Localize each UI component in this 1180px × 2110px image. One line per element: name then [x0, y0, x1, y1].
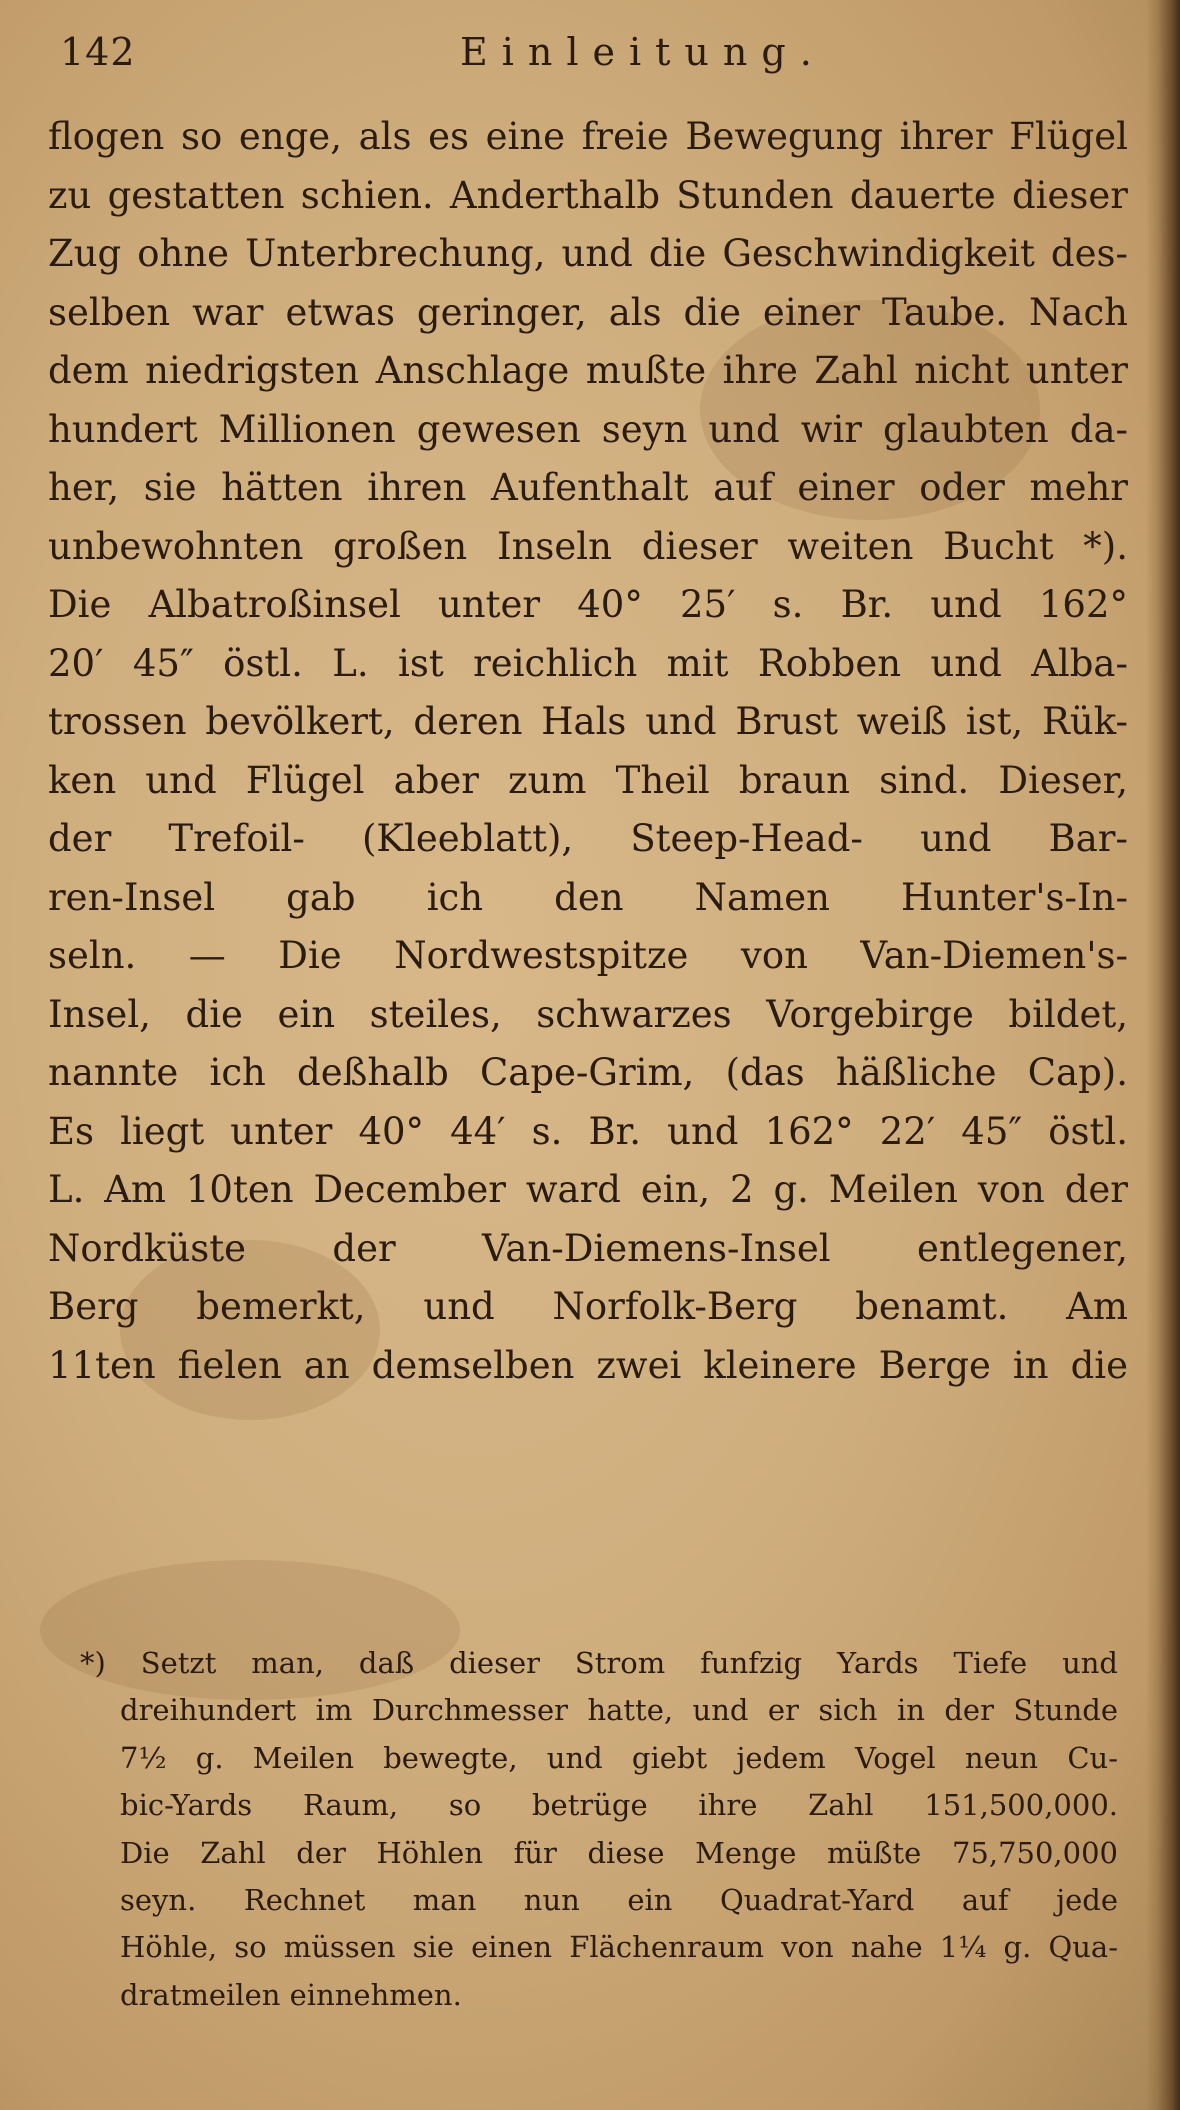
page-number: 142 [60, 30, 136, 74]
text-line: Berg bemerkt, und Norfolk-Berg benamt. Am [48, 1285, 1128, 1328]
text-line: Die Albatroßinsel unter 40° 25′ s. Br. und 162° [48, 583, 1128, 626]
footnote-line: bic-Yards Raum, so betrüge ihre Zahl 151,500,000. [120, 1788, 1118, 1823]
footnote-line: dratmeilen einnehmen. [120, 1977, 462, 2012]
text-line: dem niedrigsten Anschlage mußte ihre Zahl nicht unter [48, 349, 1128, 392]
text-line: her, sie hätten ihren Aufenthalt auf einer oder mehr [48, 466, 1128, 509]
text-line: der Trefoil- (Kleeblatt), Steep-Head- und Bar- [48, 817, 1128, 860]
footnote-line: seyn. Rechnet man nun ein Quadrat-Yard auf jede [120, 1882, 1118, 1917]
text-line: trossen bevölkert, deren Hals und Brust weiß ist, Rük- [48, 700, 1128, 743]
footnote-line: dreihundert im Durchmesser hatte, und er sich in der Stunde [120, 1693, 1118, 1728]
running-head: Einleitung. [460, 30, 826, 74]
text-line: unbewohnten großen Inseln dieser weiten Bucht *). [48, 524, 1128, 568]
text-line: ken und Flügel aber zum Theil braun sind. Dieser, [48, 758, 1128, 802]
text-line: Es liegt unter 40° 44′ s. Br. und 162° 22′ 45″ östl. [48, 1109, 1128, 1153]
text-line: zu gestatten schien. Anderthalb Stunden dauerte dieser [48, 173, 1128, 217]
text-line: Zug ohne Unterbrechung, und die Geschwindigkeit des- [48, 232, 1128, 275]
text-line: flogen so enge, als es eine freie Bewegung ihrer Flügel [48, 115, 1128, 158]
text-line: 11ten fielen an demselben zwei kleinere Berge in die [48, 1343, 1128, 1387]
text-line: Insel, die ein steiles, schwarzes Vorgebirge bildet, [48, 992, 1128, 1036]
text-line: selben war etwas geringer, als die einer Taube. Nach [48, 290, 1128, 334]
footnote [48, 1640, 1118, 2019]
text-line: 20′ 45″ östl. L. ist reichlich mit Robben und Alba- [48, 641, 1128, 685]
text-line: nannte ich deßhalb Cape-Grim, (das häßliche Cap). [48, 1051, 1128, 1094]
footnote-line: Die Zahl der Höhlen für diese Menge müßte 75,750,000 [120, 1835, 1118, 1870]
text-line: hundert Millionen gewesen seyn und wir glaubten da- [48, 407, 1128, 451]
text-line: ren-Insel gab ich den Namen Hunter's-In- [48, 875, 1128, 919]
main-text [48, 108, 1128, 1395]
footnote-line: Höhle, so müssen sie einen Flächenraum von nahe 1¼ g. Qua- [120, 1930, 1118, 1965]
page-edge-shadow [1146, 0, 1180, 2110]
footnote-line: 7½ g. Meilen bewegte, und giebt jedem Vogel neun Cu- [120, 1740, 1118, 1775]
text-line: L. Am 10ten December ward ein, 2 g. Meilen von der [48, 1168, 1128, 1211]
text-line: Nordküste der Van-Diemens-Insel entlegener, [48, 1226, 1128, 1270]
text-line: seln. — Die Nordwestspitze von Van-Diemen's- [48, 934, 1128, 977]
page-header [60, 30, 1100, 80]
footnote-line: *) Setzt man, daß dieser Strom funfzig Yards Tiefe und [80, 1646, 1118, 1680]
